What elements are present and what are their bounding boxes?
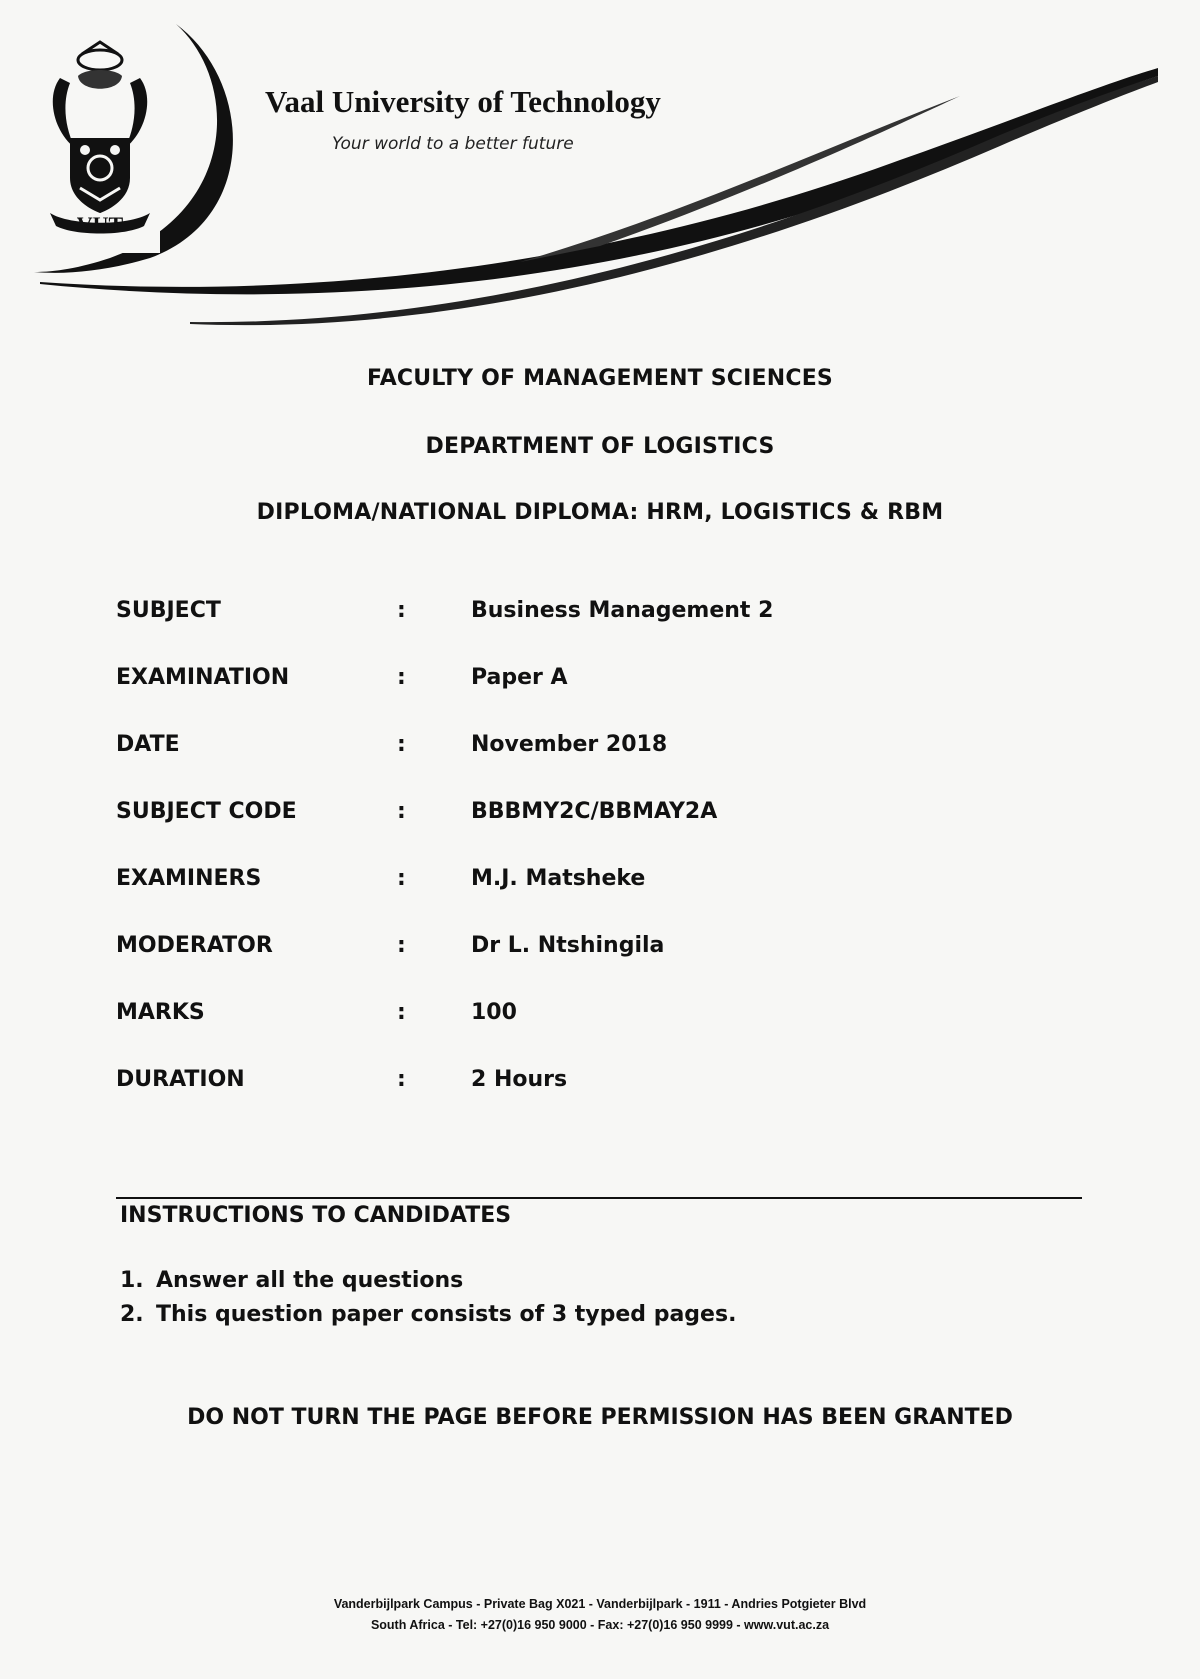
- detail-separator: :: [397, 933, 406, 958]
- detail-row-duration: [116, 1067, 1016, 1134]
- detail-label: DATE: [116, 732, 180, 757]
- university-name: Vaal University of Technology: [265, 84, 661, 119]
- instructions-list: [120, 1268, 736, 1336]
- detail-value: 100: [471, 1000, 517, 1025]
- detail-separator: :: [397, 732, 406, 757]
- section-divider: [116, 1197, 1082, 1199]
- detail-row-marks: [116, 1000, 1016, 1067]
- detail-label: DURATION: [116, 1067, 245, 1092]
- detail-row-examiners: [116, 866, 1016, 933]
- detail-separator: :: [397, 665, 406, 690]
- department-heading: DEPARTMENT OF LOGISTICS: [425, 434, 775, 459]
- detail-value: Paper A: [471, 665, 568, 690]
- detail-row-subject-code: [116, 799, 1016, 866]
- detail-separator: :: [397, 1067, 406, 1092]
- instruction-text: This question paper consists of 3 typed pages.: [156, 1302, 737, 1327]
- detail-label: EXAMINERS: [116, 866, 262, 891]
- crest-label: VUT: [76, 212, 124, 237]
- letterhead-swoosh-graphic: [0, 0, 1200, 340]
- detail-label: EXAMINATION: [116, 665, 290, 690]
- detail-row-subject: [116, 598, 1016, 665]
- instruction-item: [120, 1302, 736, 1336]
- campus-footer: [0, 1594, 1200, 1636]
- permission-notice: DO NOT TURN THE PAGE BEFORE PERMISSION HAS BEEN GRANTED: [187, 1405, 1013, 1430]
- footer-address-line: Vanderbijlpark Campus - Private Bag X021 - Vanderbijlpark - 1911 - Andries Potgieter Blvd: [333, 1597, 867, 1611]
- diploma-heading: DIPLOMA/NATIONAL DIPLOMA: HRM, LOGISTICS & RBM: [256, 500, 944, 525]
- exam-details-table: [116, 598, 1016, 1134]
- detail-value: Dr L. Ntshingila: [471, 933, 665, 958]
- instructions-title: INSTRUCTIONS TO CANDIDATES: [120, 1203, 512, 1228]
- detail-value: 2 Hours: [471, 1067, 568, 1092]
- detail-label: MODERATOR: [116, 933, 273, 958]
- detail-row-moderator: [116, 933, 1016, 1000]
- detail-label: SUBJECT: [116, 598, 221, 623]
- detail-label: SUBJECT CODE: [116, 799, 297, 824]
- university-motto: Your world to a better future: [332, 134, 574, 154]
- detail-row-date: [116, 732, 1016, 799]
- detail-row-examination: [116, 665, 1016, 732]
- footer-contact-line: South Africa - Tel: +27(0)16 950 9000 - Fax: +27(0)16 950 9999 - www.vut.ac.za: [370, 1618, 830, 1632]
- instruction-number: 1.: [120, 1268, 144, 1293]
- detail-value: November 2018: [471, 732, 668, 757]
- detail-label: MARKS: [116, 1000, 205, 1025]
- detail-separator: :: [397, 1000, 406, 1025]
- detail-separator: :: [397, 866, 406, 891]
- detail-separator: :: [397, 799, 406, 824]
- instruction-item: [120, 1268, 736, 1302]
- faculty-heading: FACULTY OF MANAGEMENT SCIENCES: [367, 366, 833, 391]
- detail-separator: :: [397, 598, 406, 623]
- instruction-text: Answer all the questions: [156, 1268, 464, 1293]
- detail-value: BBBMY2C/BBMAY2A: [471, 799, 718, 824]
- detail-value: M.J. Matsheke: [471, 866, 646, 891]
- instruction-number: 2.: [120, 1302, 144, 1327]
- detail-value: Business Management 2: [471, 598, 774, 623]
